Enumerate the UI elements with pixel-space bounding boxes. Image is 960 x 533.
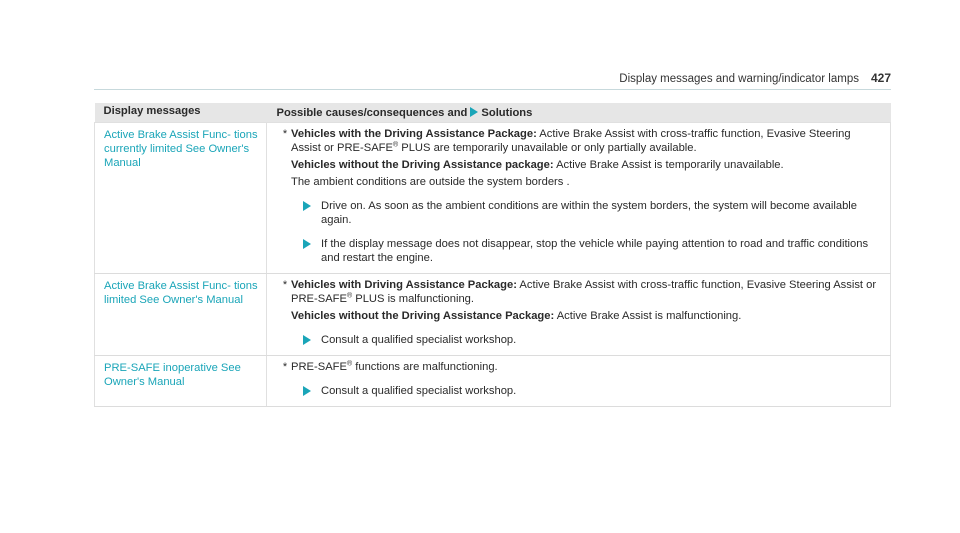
cause-line: [279, 127, 880, 155]
cause-bold: Vehicles with Driving Assistance Package:: [291, 279, 517, 291]
table-row: [95, 356, 891, 407]
solution-text: Consult a qualified specialist workshop.: [321, 334, 517, 346]
registered-mark: ®: [346, 360, 353, 368]
cause-text-b: functions are malfunctioning.: [352, 361, 498, 373]
solution-step: [303, 384, 880, 398]
table-row: [95, 123, 891, 274]
page-header: [94, 70, 891, 90]
paragraph-bold: Vehicles without the Driving Assistance Package:: [291, 310, 555, 322]
cause-line: [279, 278, 880, 306]
causes-solutions-cell: [267, 356, 891, 407]
table-row: [95, 274, 891, 356]
page-number: 427: [870, 71, 891, 85]
cause-text-a: Active Brake Assist with cross-traffic function, Evasive Steering Assist or PRE-SAFE: [291, 279, 877, 305]
cause-paragraph: [291, 309, 880, 323]
display-messages-table: [94, 103, 891, 407]
causes-solutions-cell: [267, 123, 891, 274]
registered-mark: ®: [392, 141, 399, 149]
cause-text: [291, 127, 880, 155]
cause-text-a: PRE-SAFE: [291, 361, 347, 373]
cause-paragraph: [291, 158, 880, 172]
optional-equipment-star: *: [282, 128, 288, 140]
cause-text: [291, 360, 880, 374]
cause-text: [291, 278, 880, 306]
registered-mark: ®: [346, 292, 353, 300]
paragraph-text: Active Brake Assist is malfunctioning.: [554, 310, 742, 322]
col-heading-causes-solutions: [267, 103, 891, 123]
cause-paragraph: The ambient conditions are outside the system borders .: [291, 176, 570, 188]
arrow-right-icon: [303, 239, 311, 249]
solution-step: [303, 333, 880, 347]
cause-line: [279, 360, 880, 374]
table-header-row: [95, 103, 891, 123]
causes-solutions-cell: [267, 274, 891, 356]
solution-text: Drive on. As soon as the ambient conditions are within the system borders, the system will become available again.: [321, 200, 858, 226]
solution-text: If the display message does not disappear, stop the vehicle while paying attention to road and traffic conditions and restart the engine.: [321, 238, 869, 264]
solution-text: Consult a qualified specialist workshop.: [321, 385, 517, 397]
optional-equipment-star: *: [282, 361, 288, 373]
page-header-title: Display messages and warning/indicator lamps: [619, 73, 859, 85]
optional-equipment-star: *: [282, 279, 288, 291]
arrow-right-icon: [470, 107, 478, 117]
cause-text-b: PLUS is malfunctioning.: [352, 293, 475, 305]
solution-step: [303, 237, 880, 265]
display-message: Active Brake Assist Func- tions limited See Owner's Manual: [95, 274, 267, 356]
paragraph-text: Active Brake Assist is temporarily unavailable.: [553, 159, 784, 171]
cause-bold: Vehicles with the Driving Assistance Package:: [291, 128, 537, 140]
arrow-right-icon: [303, 386, 311, 396]
arrow-right-icon: [303, 335, 311, 345]
cause-text-a: Active Brake Assist with cross-traffic function, Evasive Steering Assist or PRE-SAFE: [291, 128, 851, 154]
arrow-right-icon: [303, 201, 311, 211]
paragraph-bold: Vehicles without the Driving Assistance package:: [291, 159, 554, 171]
cause-text-b: PLUS are temporarily unavailable or only partially available.: [398, 142, 697, 154]
solution-step: [303, 199, 880, 227]
display-message: Active Brake Assist Func- tions currently limited See Owner's Manual: [95, 123, 267, 274]
col-heading-solutions: Solutions: [481, 107, 533, 119]
display-message: PRE-SAFE inoperative See Owner's Manual: [95, 356, 267, 407]
col-heading-causes: Possible causes/consequences and: [276, 107, 468, 119]
col-heading-display-messages: Display messages: [95, 103, 267, 123]
